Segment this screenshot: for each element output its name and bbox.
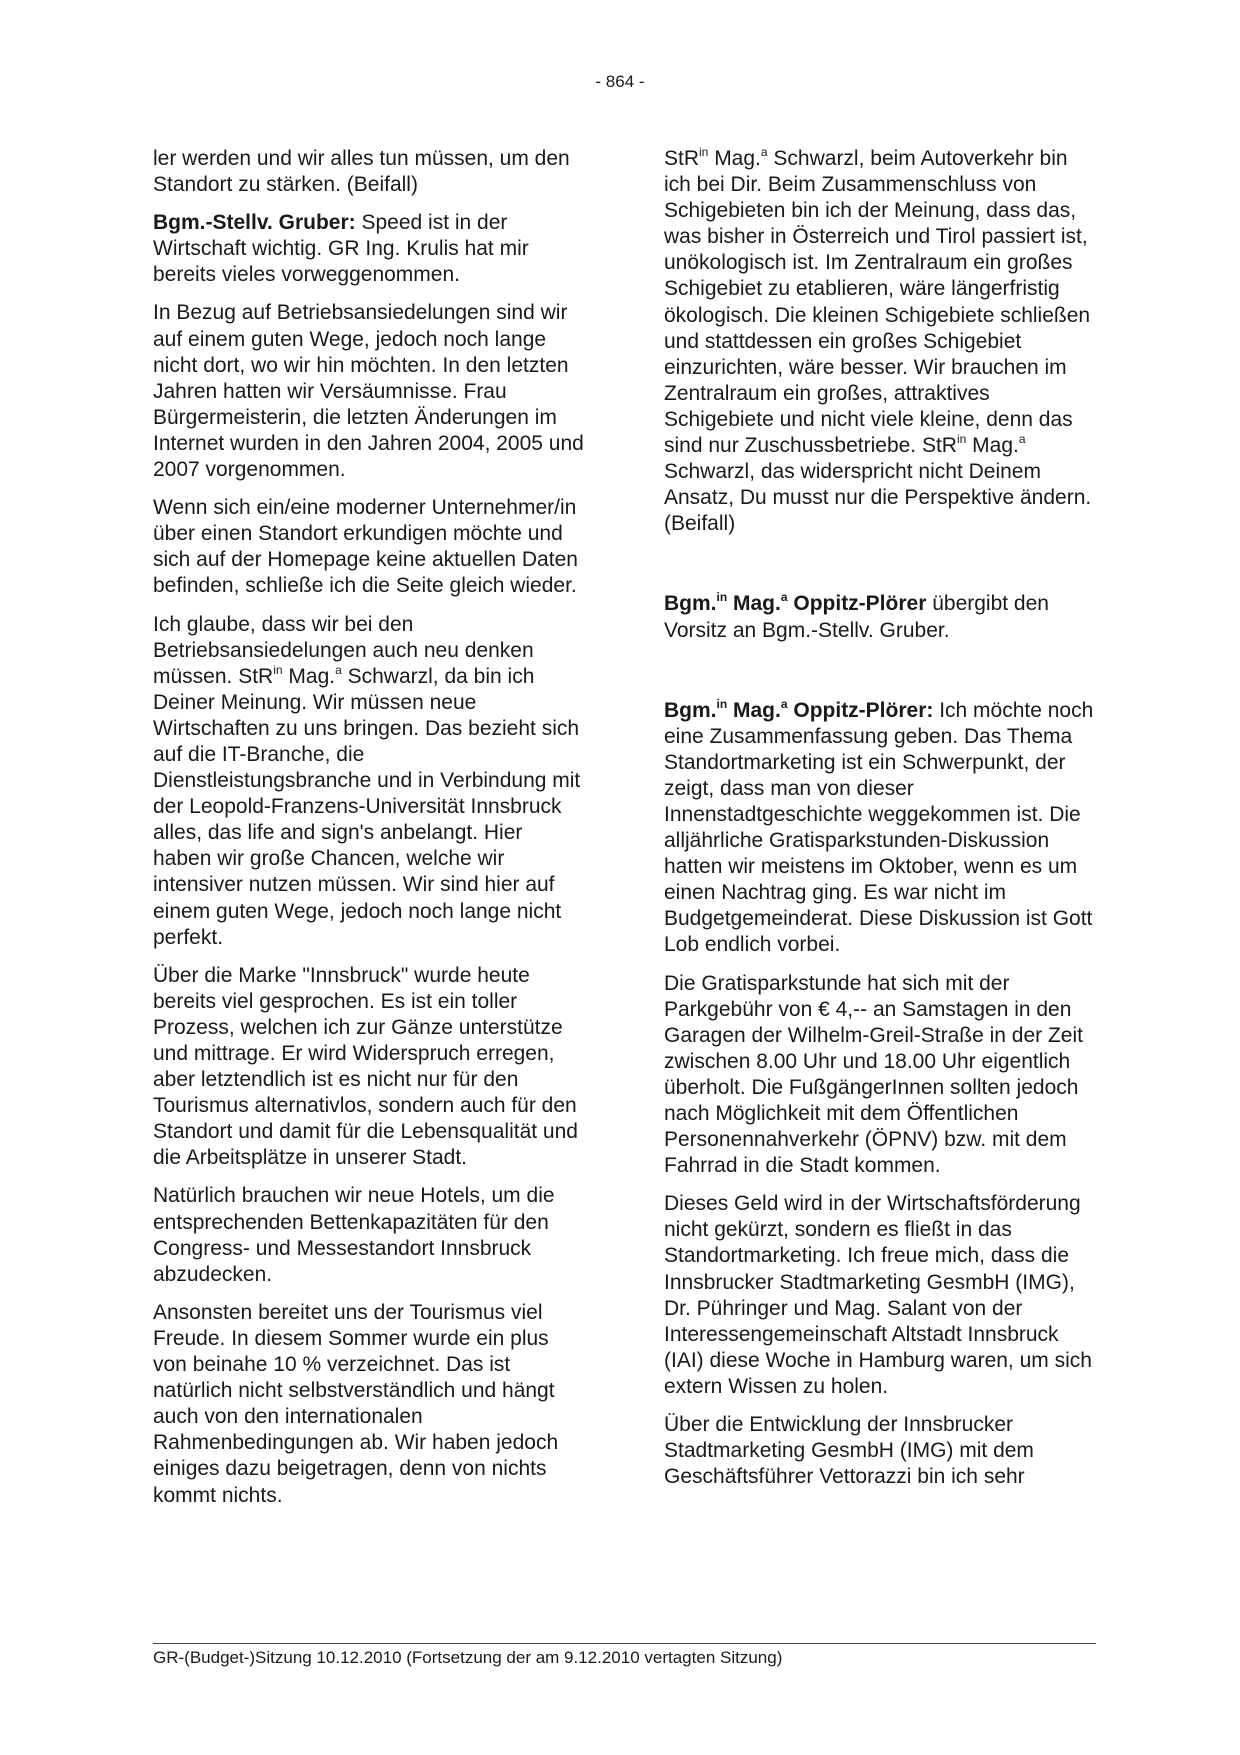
superscript: a — [780, 696, 788, 711]
text-run: Mag. — [727, 698, 781, 722]
footer-divider — [153, 1643, 1096, 1644]
footer-text: GR-(Budget-)Sitzung 10.12.2010 (Fortsetzung der am 9.12.2010 vertagten Sitzung) — [153, 1648, 783, 1667]
paragraph: Wenn sich ein/eine moderner Unternehmer/in über einen Standort erkundigen möchte und sich auf der Homepage keine aktuellen Daten befinden, schließe ich die Seite gleich wieder. — [153, 496, 578, 598]
paragraph: ler werden und wir alles tun müssen, um den Standort zu stärken. (Beifall) — [153, 147, 570, 197]
speaker-name: Bgm.-Stellv. Gruber: — [153, 211, 356, 235]
speaker-name — [664, 592, 926, 615]
paragraph: Natürlich brauchen wir neue Hotels, um die entsprechenden Bettenkapazitäten für den Congress- und Messestandort Innsbruck abzudecken. — [153, 1184, 555, 1286]
text-run: Schwarzl, beim Autoverkehr bin ich bei Dir. Beim Zusammenschluss von Schigebieten bin ich der Meinung, dass das, was bisher in Österreich und Tirol passiert ist, unökologisch ist. Im Zentralraum ein großes Schigebiet zu etablieren, wäre längerfristig ökologisch. Die kleinen Schigebiete schließen und stattdessen ein großes Schigebiet einzurichten, wäre besser. Wir brauchen im Zentralraum ein großes, attraktives Schigebiete und nicht viele kleine, denn das sind nur Zuschussbetriebe. StR — [664, 147, 1091, 458]
paragraph: Über die Entwicklung der Innsbrucker Stadtmarketing GesmbH (IMG) mit dem Geschäftsführer Vettorazzi bin ich sehr — [664, 1413, 1034, 1489]
text-run: Schwarzl, das widerspricht nicht Deinem Ansatz, Du musst nur die Perspektive ändern. (Beifall) — [664, 460, 1092, 536]
paragraph: Dieses Geld wird in der Wirtschaftsförderung nicht gekürzt, sondern es fließt in das Standortmarketing. Ich freue mich, dass die Innsbrucker Stadtmarketing GesmbH (IMG), Dr. Pühringer und Mag. Salant von der Interessengemeinschaft Altstadt Innsbruck (IAI) diese Woche in Hamburg waren, um sich extern Wissen zu holen. — [664, 1192, 1092, 1398]
text-run: Schwarzl, da bin ich Deiner Meinung. Wir müssen neue Wirtschaften zu uns bringen. Das bezieht sich auf die IT-Branche, die Dienstleistungsbranche und in Verbindung mit der Leopold-Franzens-Universität Innsbruck alles, das life and sign's anbelangt. Hier haben wir große Chancen, welche wir intensiver nutzen müssen. Wir sind hier auf einem guten Wege, jedoch noch lange nicht perfekt. — [153, 664, 581, 949]
paragraph: Ansonsten bereitet uns der Tourismus viel Freude. In diesem Sommer wurde ein plus von beinahe 10 % verzeichnet. Das ist natürlich nicht selbstverständlich und hängt auch von den internationalen Rahmenbedingungen ab. Wir haben jedoch einiges dazu beigetragen, denn von nichts kommt nichts. — [153, 1300, 559, 1507]
superscript: in — [273, 662, 283, 677]
text-run: Oppitz-Plörer — [787, 592, 927, 616]
text-run: Mag. — [966, 434, 1019, 458]
text-run: Mag. — [708, 147, 761, 170]
paragraph — [664, 146, 1096, 537]
superscript: in — [956, 432, 967, 447]
text-run: Bgm. — [664, 698, 717, 722]
speech-text: Speed ist in der Wirtschaft wichtig. GR Ing. Krulis hat mir bereits vieles vorweggenommen. — [153, 211, 529, 287]
speech-text: Ich möchte noch eine Zusammenfassung geben. Das Thema Standortmarketing ist ein Schwerpunkt, der zeigt, dass man von dieser Innenstadtgeschichte weggekommen ist. Die alljährliche Gratisparkstunden-Diskussion hatten wir meistens im Oktober, wenn es um einen Nachtrag ging. Es war nicht im Budgetgemeinderat. Diese Diskussion ist Gott Lob endlich vorbei. — [664, 698, 1094, 957]
superscript: in — [699, 145, 709, 159]
superscript: in — [716, 590, 728, 605]
paragraph — [664, 591, 1096, 643]
paragraph — [153, 210, 585, 288]
paragraph — [153, 612, 585, 951]
superscript: a — [780, 590, 788, 605]
paragraph — [664, 698, 1096, 959]
speaker-name — [664, 696, 934, 722]
left-column — [153, 146, 585, 1521]
right-column — [664, 146, 1096, 1502]
text-run: Mag. — [727, 592, 781, 616]
superscript: in — [716, 696, 728, 711]
text-run: Oppitz-Plörer: — [787, 698, 934, 722]
superscript: a — [335, 662, 342, 677]
text-run: Ich glaube, dass wir bei den Betriebsansiedelungen auch neu denken müssen. StR — [153, 612, 534, 688]
superscript: a — [1018, 432, 1026, 447]
page-number: - 864 - — [595, 72, 645, 91]
paragraph: Die Gratisparkstunde hat sich mit der Parkgebühr von € 4,-- an Samstagen in den Garagen der Wilhelm-Greil-Straße in der Zeit zwischen 8.00 Uhr und 18.00 Uhr eigentlich überholt. Die FußgängerInnen sollten jedoch nach Möglichkeit mit dem Öffentlichen Personennahverkehr (ÖPNV) bzw. mit dem Fahrrad in die Stadt kommen. — [664, 971, 1083, 1178]
paragraph: In Bezug auf Betriebsansiedelungen sind wir auf einem guten Wege, jedoch noch lange nicht dort, wo wir hin möchten. In den letzten Jahren hatten wir Versäumnisse. Frau Bürgermeisterin, die letzten Änderungen im Internet wurden in den Jahren 2004, 2005 und 2007 vorgenommen. — [153, 301, 584, 482]
text-run: StR — [664, 147, 700, 170]
paragraph: Über die Marke "Innsbruck" wurde heute bereits viel gesprochen. Es ist ein toller Prozess, welchen ich zur Gänze unterstütze und mittrage. Er wird Widerspruch erregen, aber letztendlich ist es nicht nur für den Tourismus alternativlos, sondern auch für den Standort und damit für die Lebensqualität und die Arbeitsplätze in unserer Stadt. — [153, 963, 578, 1170]
text-run: Bgm. — [664, 592, 717, 616]
text-run: Mag. — [282, 664, 336, 688]
speech-text: übergibt den Vorsitz an Bgm.-Stellv. Gruber. — [664, 592, 1049, 642]
superscript: a — [760, 145, 768, 159]
